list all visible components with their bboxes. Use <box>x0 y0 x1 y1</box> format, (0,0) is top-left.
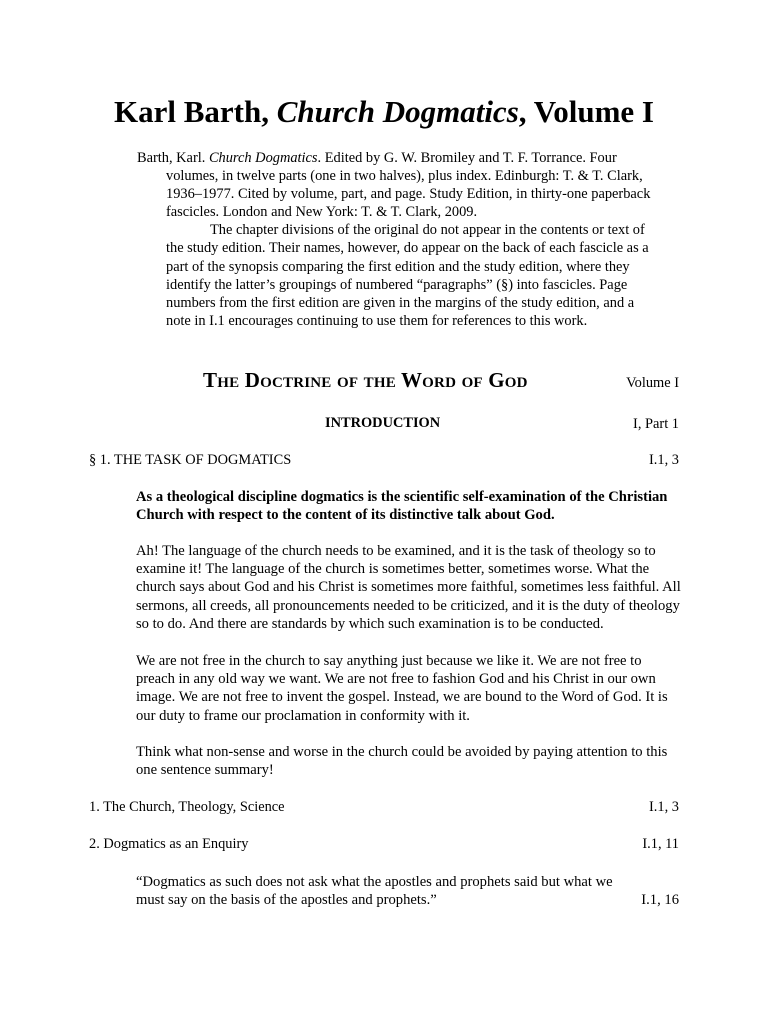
introduction-heading: INTRODUCTION <box>325 415 441 431</box>
title-work: Church Dogmatics <box>276 94 519 129</box>
citation-entry <box>137 149 657 221</box>
commentary-paragraph: We are not free in the church to say anything just because we like it. We are not free to preach in any old way we want. We are not free to fashion God and his Christ in our own image. We are not free to invent the gospel. Instead, we are bound to the Word of God. It is our duty to frame our proclamation in conformity with it. <box>136 653 668 724</box>
title-volume: , Volume I <box>518 94 654 129</box>
subsection-ref: I.1, 3 <box>649 799 679 815</box>
citation-work: Church Dogmatics <box>208 150 318 166</box>
section-volume: Volume I <box>626 375 679 391</box>
introduction-ref: I, Part 1 <box>633 416 679 432</box>
paragraph-thesis: As a theological discipline dogmatics is the scientific self-examination of the Christian Church with respect to the content of its distinctive talk about God. <box>136 489 668 524</box>
block-quote <box>136 873 679 909</box>
paragraph-ref: I.1, 3 <box>649 452 679 468</box>
subsection-title: 2. Dogmatics as an Enquiry <box>89 836 249 852</box>
bibliographic-citation <box>137 149 657 330</box>
section-heading: The Doctrine of the Word of God <box>203 368 528 392</box>
citation-details: . Edited by G. W. Bromiley and T. F. Torrance. Four volumes, in twelve parts (one in two halves), plus index. Edinburgh: T. & T. Clark, 1936–1977. Cited by volume, part, and page. Study Edition, in thirty-one paperback fascicles. London and New York: T. & T. Clark, 2009. <box>166 150 651 221</box>
subsection-title: 1. The Church, Theology, Science <box>89 799 285 815</box>
document-title <box>0 94 768 130</box>
quote-ref: I.1, 16 <box>641 892 679 909</box>
citation-author: Barth, Karl. <box>137 150 209 166</box>
quote-text: “Dogmatics as such does not ask what the apostles and prophets said but what we must say on the basis of the apostles and prophets.” <box>136 874 613 909</box>
title-author: Karl Barth, <box>113 94 277 129</box>
commentary-paragraph: Think what non-sense and worse in the church could be avoided by paying attention to this one sentence summary! <box>136 744 668 779</box>
citation-note: The chapter divisions of the original do not appear in the contents or text of the study edition. Their names, however, do appear on the back of each fascicle as a part of the synopsis comparing the first edition and the study edition, where they identify the latter’s groupings of numbered “paragraphs” (§) into fascicles. Page numbers from the first edition are given in the margins of the study edition, and a note in I.1 encourages continuing to use them for references to this work. <box>166 222 649 329</box>
subsection-ref: I.1, 11 <box>642 836 679 852</box>
commentary-paragraph: Ah! The language of the church needs to be examined, and it is the task of theology so to examine it! The language of the church is sometimes better, sometimes worse. What the church says about God and his Christ is sometimes more faithful, sometimes less faithful. All sermons, all creeds, all pronouncements needed to be criticized, and it is the duty of theology so to do. And there are standards by which such examination is to be conducted. <box>136 543 681 632</box>
paragraph-heading: § 1. THE TASK OF DOGMATICS <box>89 452 292 468</box>
